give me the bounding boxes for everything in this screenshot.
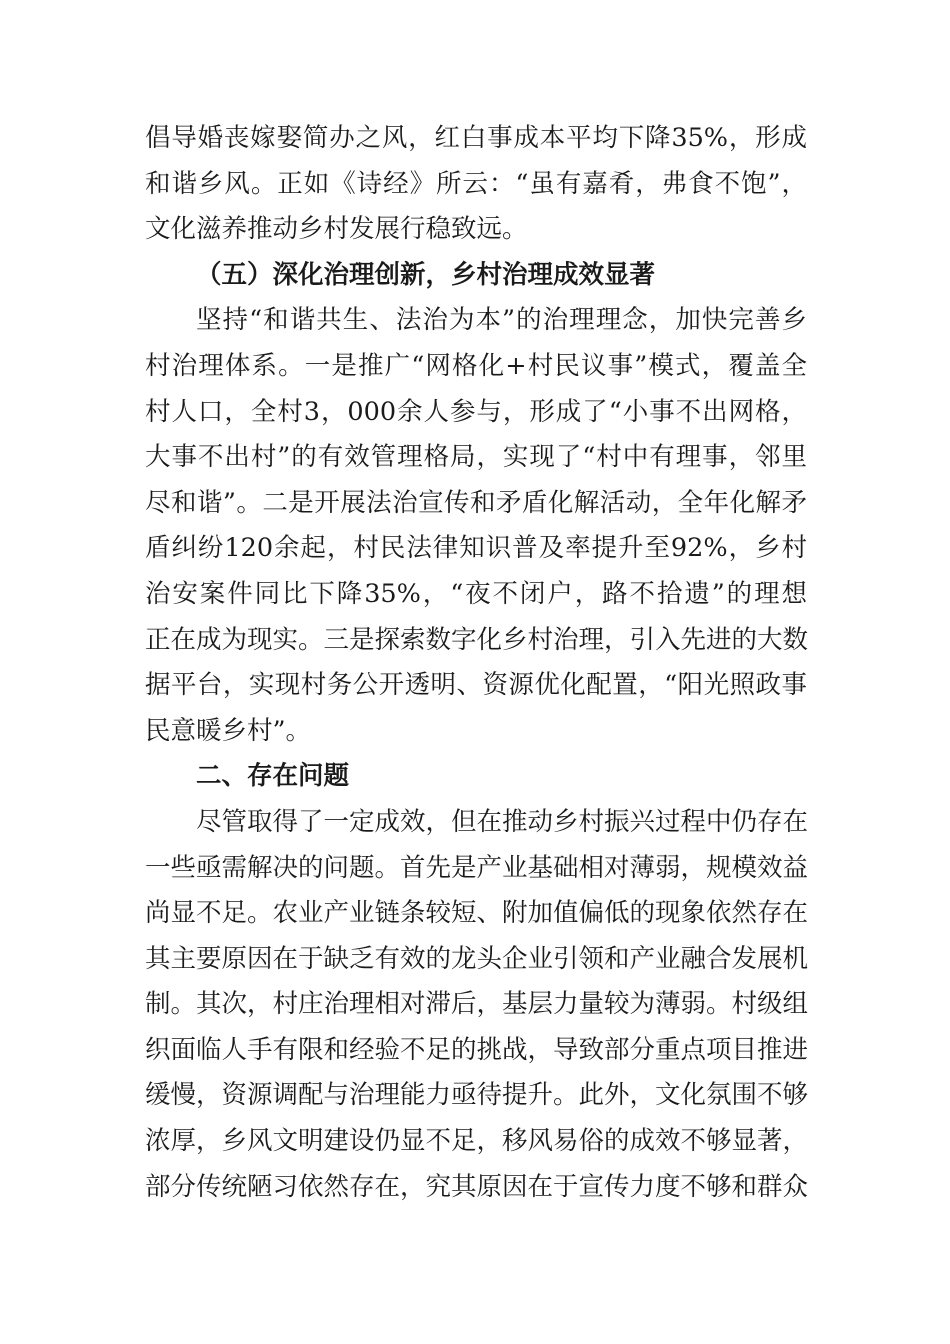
text-line: 和谐乡风。正如《诗经》所云：“虽有嘉肴，弗食不饱”， [145,168,807,199]
text-line: 倡导婚丧嫁娶简办之风，红白事成本平均下降35%，形成 [145,123,807,153]
text-line: 村治理体系。一是推广“网格化+村民议事”模式，覆盖全 [145,350,807,381]
text-line: 缓慢，资源调配与治理能力亟待提升。此外，文化氛围不够 [145,1080,809,1111]
text-line: 正在成为现实。三是探索数字化乡村治理，引入先进的大数 [145,624,809,655]
text-line: 部分传统陋习依然存在，究其原因在于宣传力度不够和群众 [145,1171,809,1202]
text-line: 一些亟需解决的问题。首先是产业基础相对薄弱，规模效益 [145,852,809,883]
text-line: 文化滋养推动乡村发展行稳致远。 [145,214,528,245]
text-line: 尚显不足。农业产业链条较短、附加值偏低的现象依然存在 [145,898,809,929]
text-line: 其主要原因在于缺乏有效的龙头企业引领和产业融合发展机 [145,943,809,974]
text-line: 尽管取得了一定成效，但在推动乡村振兴过程中仍存在 [196,806,809,837]
section-heading-five: （五）深化治理创新，乡村治理成效显著 [196,259,656,290]
text-line: 尽和谐”。二是开展法治宣传和矛盾化解活动，全年化解矛 [145,487,807,518]
text-line: 浓厚，乡风文明建设仍显不足，移风易俗的成效不够显著， [145,1126,809,1157]
paragraph-culture-continuation [145,116,807,253]
text-line: 制。其次，村庄治理相对滞后，基层力量较为薄弱。村级组 [145,989,809,1020]
text-line: 据平台，实现村务公开透明、资源优化配置，“阳光照政事 [145,670,807,701]
text-line: 坚持“和谐共生、法治为本”的治理理念，加快完善乡 [196,305,807,336]
paragraph-problems [145,800,807,1210]
text-line: 大事不出村”的有效管理格局，实现了“村中有理事，邻里 [145,442,807,473]
text-line: 村人口，全村3，000余人参与，形成了“小事不出网格， [145,396,807,427]
document-body [145,116,807,1210]
paragraph-governance [145,298,807,754]
text-line: 治安案件同比下降35%，“夜不闭户，路不拾遗”的理想 [145,578,807,609]
text-line: 织面临人手有限和经验不足的挑战，导致部分重点项目推进 [145,1034,809,1065]
text-line: 民意暖乡村”。 [145,715,312,746]
text-line: 盾纠纷120余起，村民法律知识普及率提升至92%，乡村 [145,533,807,564]
section-heading-problems: 二、存在问题 [196,761,350,792]
